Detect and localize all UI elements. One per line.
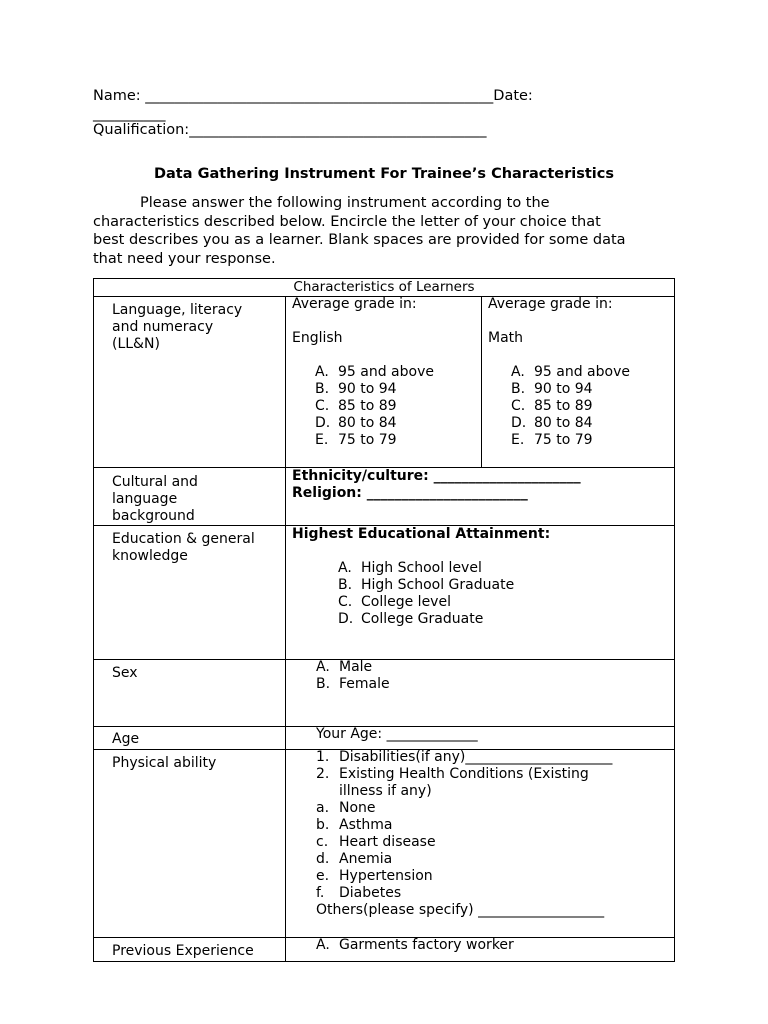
english-option[interactable]: E. 75 to 79 bbox=[315, 432, 397, 448]
english-heading: Average grade in: bbox=[292, 296, 417, 312]
date-continuation-line[interactable]: __________ bbox=[93, 106, 166, 122]
instructions-line: Please answer the following instrument according to the bbox=[140, 195, 550, 211]
column-divider bbox=[285, 296, 286, 961]
row-label-sex: Sex bbox=[112, 665, 138, 681]
physical-item[interactable]: a. None bbox=[316, 800, 376, 816]
ethnicity-field[interactable]: Ethnicity/culture: _____________________ bbox=[292, 468, 581, 484]
experience-option[interactable]: A. Garments factory worker bbox=[316, 937, 514, 953]
sex-option[interactable]: A. Male bbox=[316, 659, 373, 675]
age-field[interactable]: Your Age: _____________ bbox=[316, 726, 478, 742]
math-grade-cell bbox=[488, 296, 673, 449]
education-cell bbox=[292, 526, 672, 628]
math-option[interactable]: E. 75 to 79 bbox=[511, 432, 593, 448]
table-caption: Characteristics of Learners bbox=[293, 279, 475, 295]
math-option[interactable]: B. 90 to 94 bbox=[511, 381, 593, 397]
sex-option[interactable]: B. Female bbox=[316, 676, 390, 692]
row-label-llm: Language, literacy and numeracy (LL&N) bbox=[112, 302, 243, 352]
row-label-age: Age bbox=[112, 731, 140, 747]
physical-item[interactable]: b. Asthma bbox=[316, 817, 393, 833]
education-option[interactable]: D. College Graduate bbox=[338, 611, 484, 627]
religion-field[interactable]: Religion: _______________________ bbox=[292, 485, 528, 501]
education-option[interactable]: B. High School Graduate bbox=[338, 577, 515, 593]
learner-characteristics-table bbox=[93, 278, 675, 962]
english-subject: English bbox=[292, 330, 343, 346]
english-grade-cell bbox=[292, 296, 477, 449]
instructions bbox=[93, 194, 693, 268]
physical-item: 2. Existing Health Conditions (Existing bbox=[316, 766, 589, 782]
physical-item: illness if any) bbox=[339, 783, 432, 799]
education-heading: Highest Educational Attainment: bbox=[292, 526, 551, 542]
experience-cell bbox=[316, 937, 671, 954]
math-heading: Average grade in: bbox=[488, 296, 613, 312]
english-option[interactable]: C. 85 to 89 bbox=[315, 398, 397, 414]
physical-item[interactable]: 1. Disabilities(if any)_____________________ bbox=[316, 749, 613, 765]
math-option[interactable]: C. 85 to 89 bbox=[511, 398, 593, 414]
math-subject: Math bbox=[488, 330, 524, 346]
name-date-line[interactable]: Name: ________________________________________________Date: bbox=[93, 88, 533, 104]
physical-item[interactable]: c. Heart disease bbox=[316, 834, 436, 850]
english-option[interactable]: D. 80 to 84 bbox=[315, 415, 397, 431]
physical-item[interactable]: d. Anemia bbox=[316, 851, 393, 867]
row-label-cultural: Cultural and language background bbox=[112, 474, 198, 524]
english-option[interactable]: B. 90 to 94 bbox=[315, 381, 397, 397]
education-option[interactable]: A. High School level bbox=[338, 560, 482, 576]
column-divider bbox=[481, 296, 482, 467]
math-option[interactable]: A. 95 and above bbox=[511, 364, 630, 380]
row-label-physical: Physical ability bbox=[112, 755, 217, 771]
qualification-line[interactable]: Qualification:_________________________________________ bbox=[93, 122, 487, 138]
sex-cell bbox=[316, 659, 666, 693]
math-option[interactable]: D. 80 to 84 bbox=[511, 415, 593, 431]
instructions-line: that need your response. bbox=[93, 250, 276, 267]
age-cell bbox=[316, 726, 666, 743]
physical-item[interactable]: e. Hypertension bbox=[316, 868, 433, 884]
document-title: Data Gathering Instrument For Trainee’s Characteristics bbox=[153, 166, 614, 182]
instructions-line: best describes you as a learner. Blank spaces are provided for some data bbox=[93, 232, 626, 248]
physical-item[interactable]: f. Diabetes bbox=[316, 885, 402, 901]
row-label-education: Education & general knowledge bbox=[112, 531, 255, 564]
others-specify-field[interactable]: Others(please specify) __________________ bbox=[316, 902, 605, 918]
education-option[interactable]: C. College level bbox=[338, 594, 451, 610]
physical-cell bbox=[316, 749, 671, 919]
instructions-line: characteristics described below. Encircle the letter of your choice that bbox=[93, 213, 601, 230]
english-option[interactable]: A. 95 and above bbox=[315, 364, 434, 380]
row-label-experience: Previous Experience bbox=[112, 943, 254, 959]
cultural-cell bbox=[292, 468, 672, 502]
